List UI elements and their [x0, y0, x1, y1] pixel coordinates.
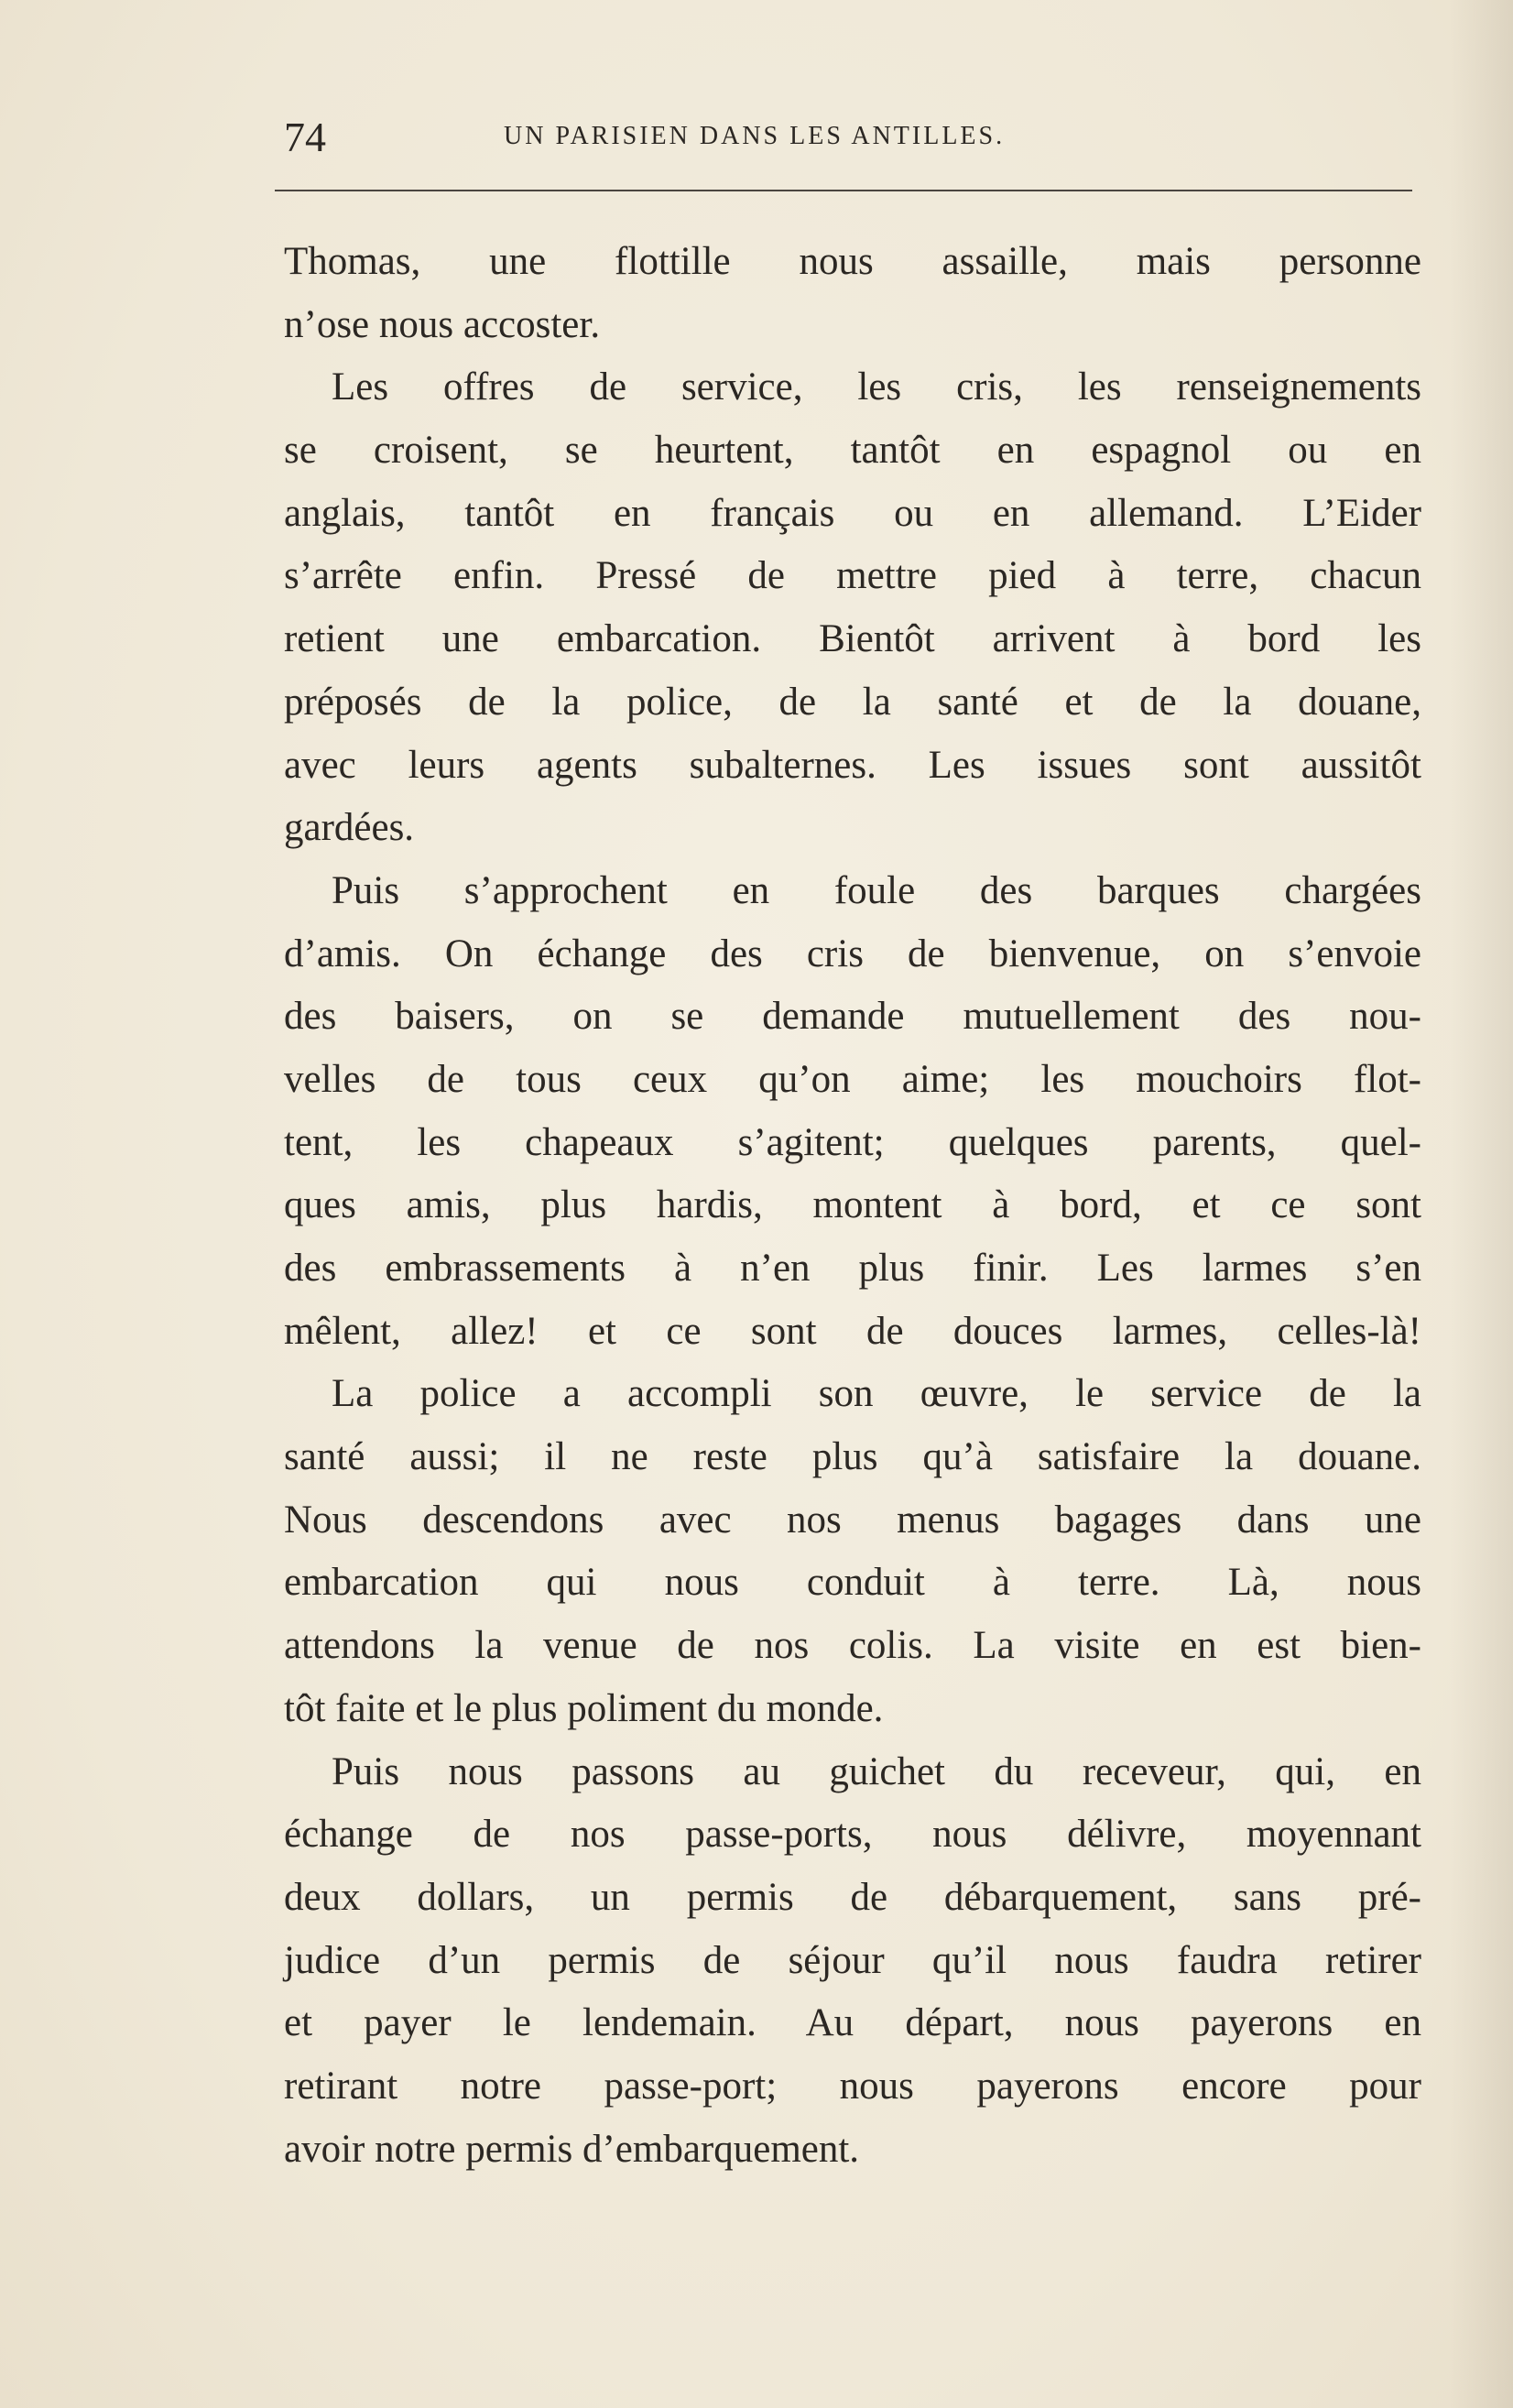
text-line: échange de nos passe-ports, nous délivre, moyennant [284, 1813, 1421, 1857]
text-line: avoir notre permis d’embarquement. [284, 2127, 860, 2171]
text-line: embarcation qui nous conduit à terre. Là, nous [284, 1561, 1421, 1605]
text-line: Puis s’approchent en foule des barques chargées [332, 868, 1421, 912]
text-line: Les offres de service, les cris, les renseignements [332, 365, 1421, 409]
text-line: se croisent, se heurtent, tantôt en espagnol ou en [284, 429, 1421, 473]
text-line: des baisers, on se demande mutuellement des nou- [284, 995, 1421, 1039]
text-line: Thomas, une flottille nous assaille, mais personne [284, 240, 1421, 283]
text-line: s’arrête enfin. Pressé de mettre pied à terre, chacun [284, 554, 1421, 598]
text-line: deux dollars, un permis de débarquement, sans pré- [284, 1875, 1421, 1919]
text-line: préposés de la police, de la santé et de la douane, [284, 680, 1421, 724]
text-line: retient une embarcation. Bientôt arrivent à bord les [284, 617, 1421, 661]
text-line: mêlent, allez! et ce sont de douces larmes, celles-là! [284, 1309, 1421, 1353]
page-header [284, 110, 1420, 165]
text-line: santé aussi; il ne reste plus qu’à satisfaire la douane. [284, 1435, 1421, 1479]
text-line: gardées. [284, 806, 415, 850]
text-line: ques amis, plus hardis, montent à bord, et ce sont [284, 1183, 1421, 1227]
text-line: retirant notre passe-port; nous payerons encore pour [284, 2064, 1421, 2108]
text-line: attendons la venue de nos colis. La visite en est bien- [284, 1624, 1421, 1668]
text-line: Nous descendons avec nos menus bagages dans une [284, 1498, 1421, 1542]
text-line: Puis nous passons au guichet du receveur, qui, en [332, 1749, 1421, 1793]
text-line: judice d’un permis de séjour qu’il nous faudra retirer [284, 1938, 1421, 1982]
text-line: d’amis. On échange des cris de bienvenue, on s’envoie [284, 932, 1421, 975]
text-line: tent, les chapeaux s’agitent; quelques parents, quel- [284, 1120, 1421, 1164]
text-line: et payer le lendemain. Au départ, nous payerons en [284, 2001, 1421, 2045]
header-rule [275, 190, 1412, 191]
text-line: n’ose nous accoster. [284, 302, 601, 346]
text-line: avec leurs agents subalternes. Les issues sont aussitôt [284, 743, 1421, 787]
running-title: UN PARISIEN DANS LES ANTILLES. [504, 122, 1006, 150]
text-line: des embrassements à n’en plus finir. Les larmes s’en [284, 1247, 1421, 1290]
text-line: tôt faite et le plus poliment du monde. [284, 1686, 884, 1730]
text-line: velles de tous ceux qu’on aime; les mouchoirs flot- [284, 1057, 1421, 1101]
text-line: anglais, tantôt en français ou en allemand. L’Eider [284, 491, 1421, 535]
page-edge-shadow [1449, 0, 1513, 2408]
body-text [284, 231, 1421, 2181]
text-line: La police a accompli son œuvre, le service de la [332, 1372, 1421, 1416]
page-number: 74 [284, 114, 326, 160]
